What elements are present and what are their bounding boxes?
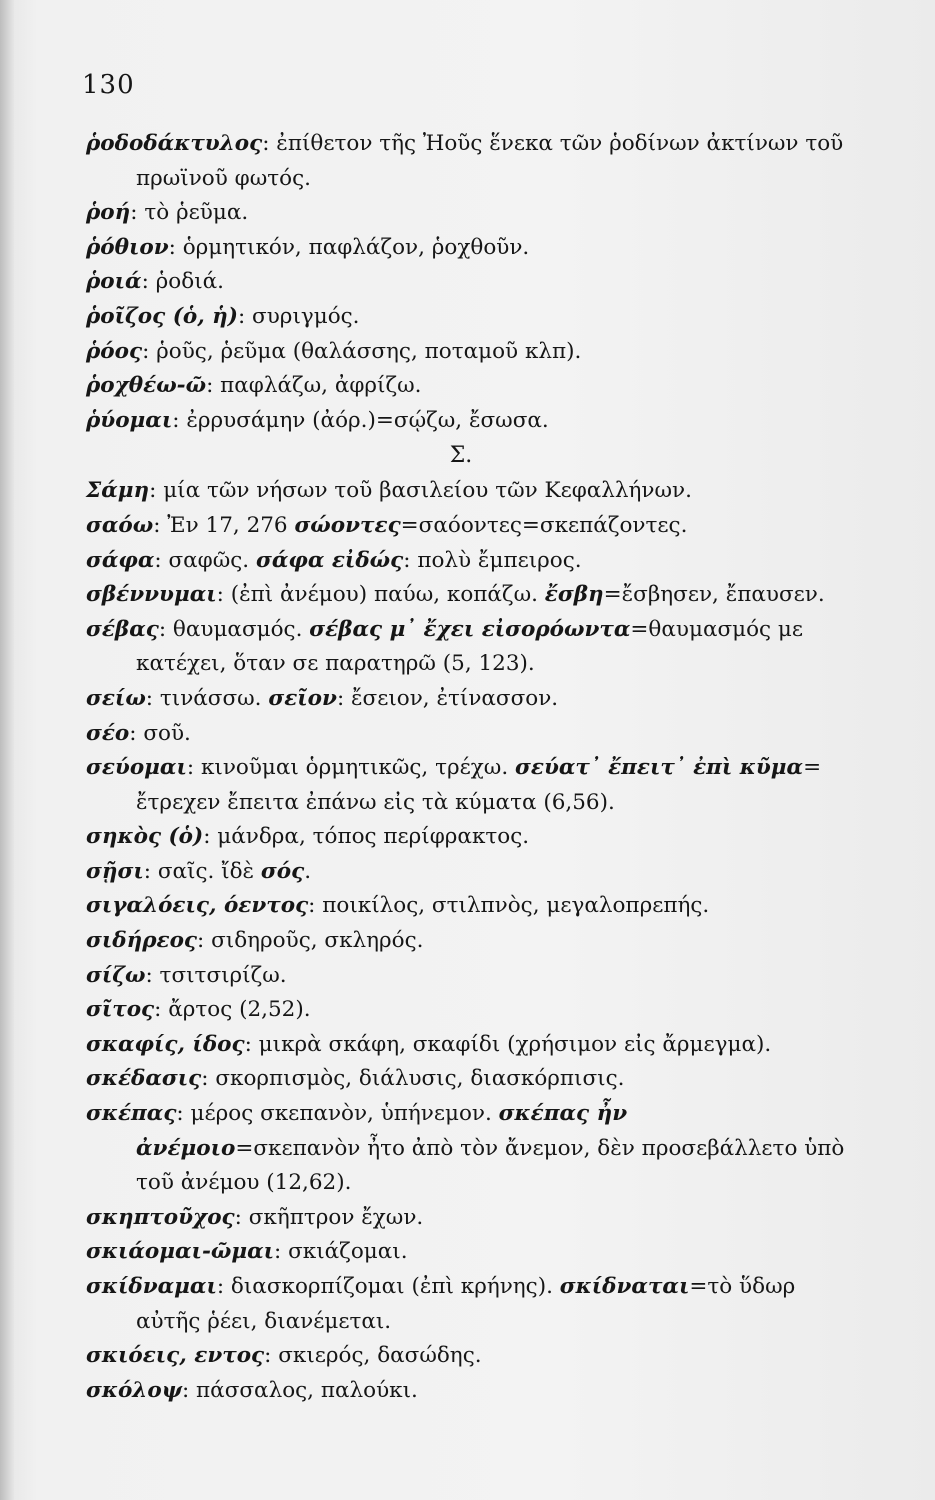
glossary-entry [86, 959, 856, 994]
entry-headword: ῥοή [86, 200, 131, 226]
glossary-entry [86, 889, 856, 924]
glossary-entry [86, 196, 856, 231]
entry-headword: σαόω [86, 512, 154, 538]
entry-headword: σκαφίς, ίδος [86, 1031, 245, 1057]
entry-phrase: σώοντες [294, 512, 401, 538]
glossary-entry [86, 1339, 856, 1374]
entry-definition: : ἄρτος (2,52). [154, 997, 311, 1023]
entry-headword: Σάμη [86, 478, 150, 504]
glossary-entry [86, 404, 856, 439]
glossary-entry [86, 509, 856, 544]
entry-headword: ῥοιά [86, 269, 142, 295]
entry-headword: ῥόος [86, 338, 143, 364]
entry-headword: σίζω [86, 962, 146, 988]
entry-definition: : ποικίλος, στιλπνὸς, μεγαλοπρεπής. [308, 893, 710, 919]
page-number: 130 [82, 70, 135, 100]
entry-definition: : σαφῶς. [154, 547, 256, 573]
glossary-entry [86, 335, 856, 370]
entry-definition: : ῥοῦς, ῥεῦμα (θαλάσσης, ποταμοῦ κλπ). [142, 338, 582, 364]
entry-headword: σκόλοψ [86, 1377, 182, 1403]
entry-phrase: σεῖον [268, 685, 337, 711]
glossary-entry [86, 717, 856, 752]
glossary-entry [86, 613, 856, 682]
glossary-entry [86, 369, 856, 404]
glossary-entry [86, 855, 856, 890]
entry-headword: σκέπας [86, 1101, 177, 1127]
entry-headword: σκιάομαι-ῶμαι [86, 1239, 275, 1265]
section-heading: Σ. [449, 443, 473, 469]
entry-definition: : τὸ ῥεῦμα. [130, 200, 249, 226]
entry-phrase: σκέπας ἦν ἀνέμοιο [136, 1101, 628, 1161]
glossary-entry [86, 265, 856, 300]
entry-phrase-definition: . [304, 858, 312, 884]
entry-headword: σῖτος [86, 997, 155, 1023]
entry-headword: σιγαλόεις, όεντος [86, 893, 309, 919]
glossary-entry [86, 993, 856, 1028]
entry-definition: : θαυμασμός. [158, 616, 310, 642]
entry-phrase: ἔσβη [544, 582, 604, 608]
entry-phrase: σάφα εἰδώς [255, 547, 404, 573]
entry-definition: : μέρος σκεπανὸν, ὑπήνεμον. [176, 1101, 499, 1127]
entry-definition: : (ἐπὶ ἀνέμου) παύω, κοπάζω. [216, 582, 545, 608]
entry-definition: : κινοῦμαι ὁρμητικῶς, τρέχω. [186, 755, 516, 781]
glossary-entry [86, 578, 856, 613]
entry-phrase-definition: = ἔτρεχεν ἔπειτα ἐπάνω εἰς τὰ κύματα (6,56). [136, 755, 822, 815]
entry-headword: ῥοχθέω-ῶ [86, 373, 207, 399]
page-gutter-shadow [0, 0, 14, 1500]
entry-definition: : μάνδρα, τόπος περίφρακτος. [203, 824, 530, 850]
entry-phrase: σκίδναται [559, 1274, 690, 1299]
entry-phrase-definition: =τὸ ὕδωρ αὐτῆς ῥέει, διανέμεται. [136, 1274, 796, 1334]
glossary-entry [86, 820, 856, 855]
entry-headword: ῥόθιον [86, 234, 169, 260]
glossary-entry [86, 1028, 856, 1063]
glossary-entry [86, 300, 856, 335]
glossary-entry [86, 544, 856, 579]
entry-definition: : σκιερός, δασώδης. [264, 1343, 482, 1369]
entry-definition: : ῥοδιά. [141, 269, 224, 295]
entry-definition: : τινάσσω. [145, 685, 269, 711]
entry-headword: ῥοῖζος (ὁ, ἡ) [86, 303, 238, 329]
glossary-entries [86, 127, 856, 1408]
entry-phrase: σέβας μ᾿ ἔχει εἰσορόωντα [309, 616, 631, 642]
entry-definition: : Ἐν 17, 276 [153, 512, 295, 538]
entry-definition: : σαῖς. ἴδὲ [143, 858, 261, 884]
entry-headword: σβέννυμαι [86, 582, 217, 608]
entries-after-section [86, 474, 856, 1408]
entry-headword: ῥύομαι [86, 407, 173, 433]
glossary-entry [86, 1201, 856, 1236]
entry-definition: : ἐρρυσάμην (ἀόρ.)=σῴζω, ἔσωσα. [172, 407, 549, 433]
entry-definition: : μία τῶν νήσων τοῦ βασιλείου τῶν Κεφαλλήνων. [149, 478, 692, 504]
entry-headword: σῇσι [86, 858, 144, 884]
entry-definition: : παφλάζω, ἀφρίζω. [206, 373, 422, 399]
entries-before-section [86, 127, 856, 438]
entry-definition: : ὁρμητικόν, παφλάζον, ῥοχθοῦν. [168, 234, 530, 260]
glossary-entry [86, 474, 856, 509]
glossary-entry [86, 924, 856, 959]
entry-definition: : σιδηροῦς, σκληρός. [197, 928, 424, 954]
entry-headword: σάφα [86, 547, 155, 573]
entry-headword: σέβας [86, 616, 159, 642]
entry-headword: ῥοδοδάκτυλος [86, 131, 263, 156]
entry-headword: σκέδασις [86, 1066, 202, 1092]
entry-definition: : σοῦ. [129, 720, 191, 746]
entry-headword: σηκὸς (ὁ) [86, 824, 204, 850]
glossary-entry [86, 1374, 856, 1409]
entry-phrase-definition: : πολὺ ἔμπειρος. [403, 547, 582, 573]
glossary-entry [86, 1270, 856, 1339]
entry-definition: : τσιτσιρίζω. [145, 962, 287, 988]
entry-definition: : ἐπίθετον τῆς Ἠοῦς ἕνεκα τῶν ῥοδίνων ἀκτίνων τοῦ πρωϊνοῦ φωτός. [136, 131, 844, 191]
entry-phrase-definition: =θαυμασμός με κατέχει, ὅταν σε παρατηρῶ (5, 123). [136, 616, 804, 677]
entry-phrase-definition: =σκεπανὸν ἦτο ἀπὸ τὸν ἄνεμον, δὲν προσεβάλλετο ὑπὸ τοῦ ἀνέμου (12,62). [136, 1135, 845, 1196]
entry-definition: : μικρὰ σκάφη, σκαφίδι (χρήσιμον εἰς ἄρμεγμα). [244, 1031, 772, 1057]
entry-definition: : διασκορπίζομαι (ἐπὶ κρήνης). [216, 1274, 560, 1299]
glossary-entry [86, 1062, 856, 1097]
glossary-entry [86, 1097, 856, 1201]
entry-phrase-definition: =ἔσβησεν, ἔπαυσεν. [603, 582, 825, 608]
glossary-entry [86, 231, 856, 266]
entry-definition: : πάσσαλος, παλούκι. [181, 1377, 418, 1403]
glossary-entry [86, 127, 856, 196]
entry-headword: σέο [86, 720, 130, 746]
entry-headword: σκίδναμαι [86, 1274, 217, 1299]
entry-definition: : σκῆπτρον ἔχων. [234, 1204, 424, 1230]
entry-headword: σιδήρεος [86, 928, 198, 954]
glossary-entry [86, 1235, 856, 1270]
entry-definition: : σκιάζομαι. [274, 1239, 408, 1265]
entry-phrase-definition: =σαόοντες=σκεπάζοντες. [400, 512, 688, 538]
entry-headword: σκιόεις, εντος [86, 1343, 265, 1369]
entry-definition: : συριγμός. [237, 303, 360, 329]
entry-phrase: σός [260, 858, 305, 884]
glossary-entry [86, 751, 856, 820]
entry-phrase: σεύατ᾿ ἔπειτ᾿ ἐπὶ κῦμα [515, 755, 804, 781]
entry-headword: σείω [86, 685, 146, 711]
entry-definition: : σκορπισμὸς, διάλυσις, διασκόρπισις. [201, 1066, 625, 1092]
entry-headword: σεύομαι [86, 755, 187, 781]
entry-headword: σκηπτοῦχος [86, 1204, 235, 1230]
entry-phrase-definition: : ἔσειον, ἐτίνασσον. [336, 685, 559, 711]
glossary-entry [86, 682, 856, 717]
